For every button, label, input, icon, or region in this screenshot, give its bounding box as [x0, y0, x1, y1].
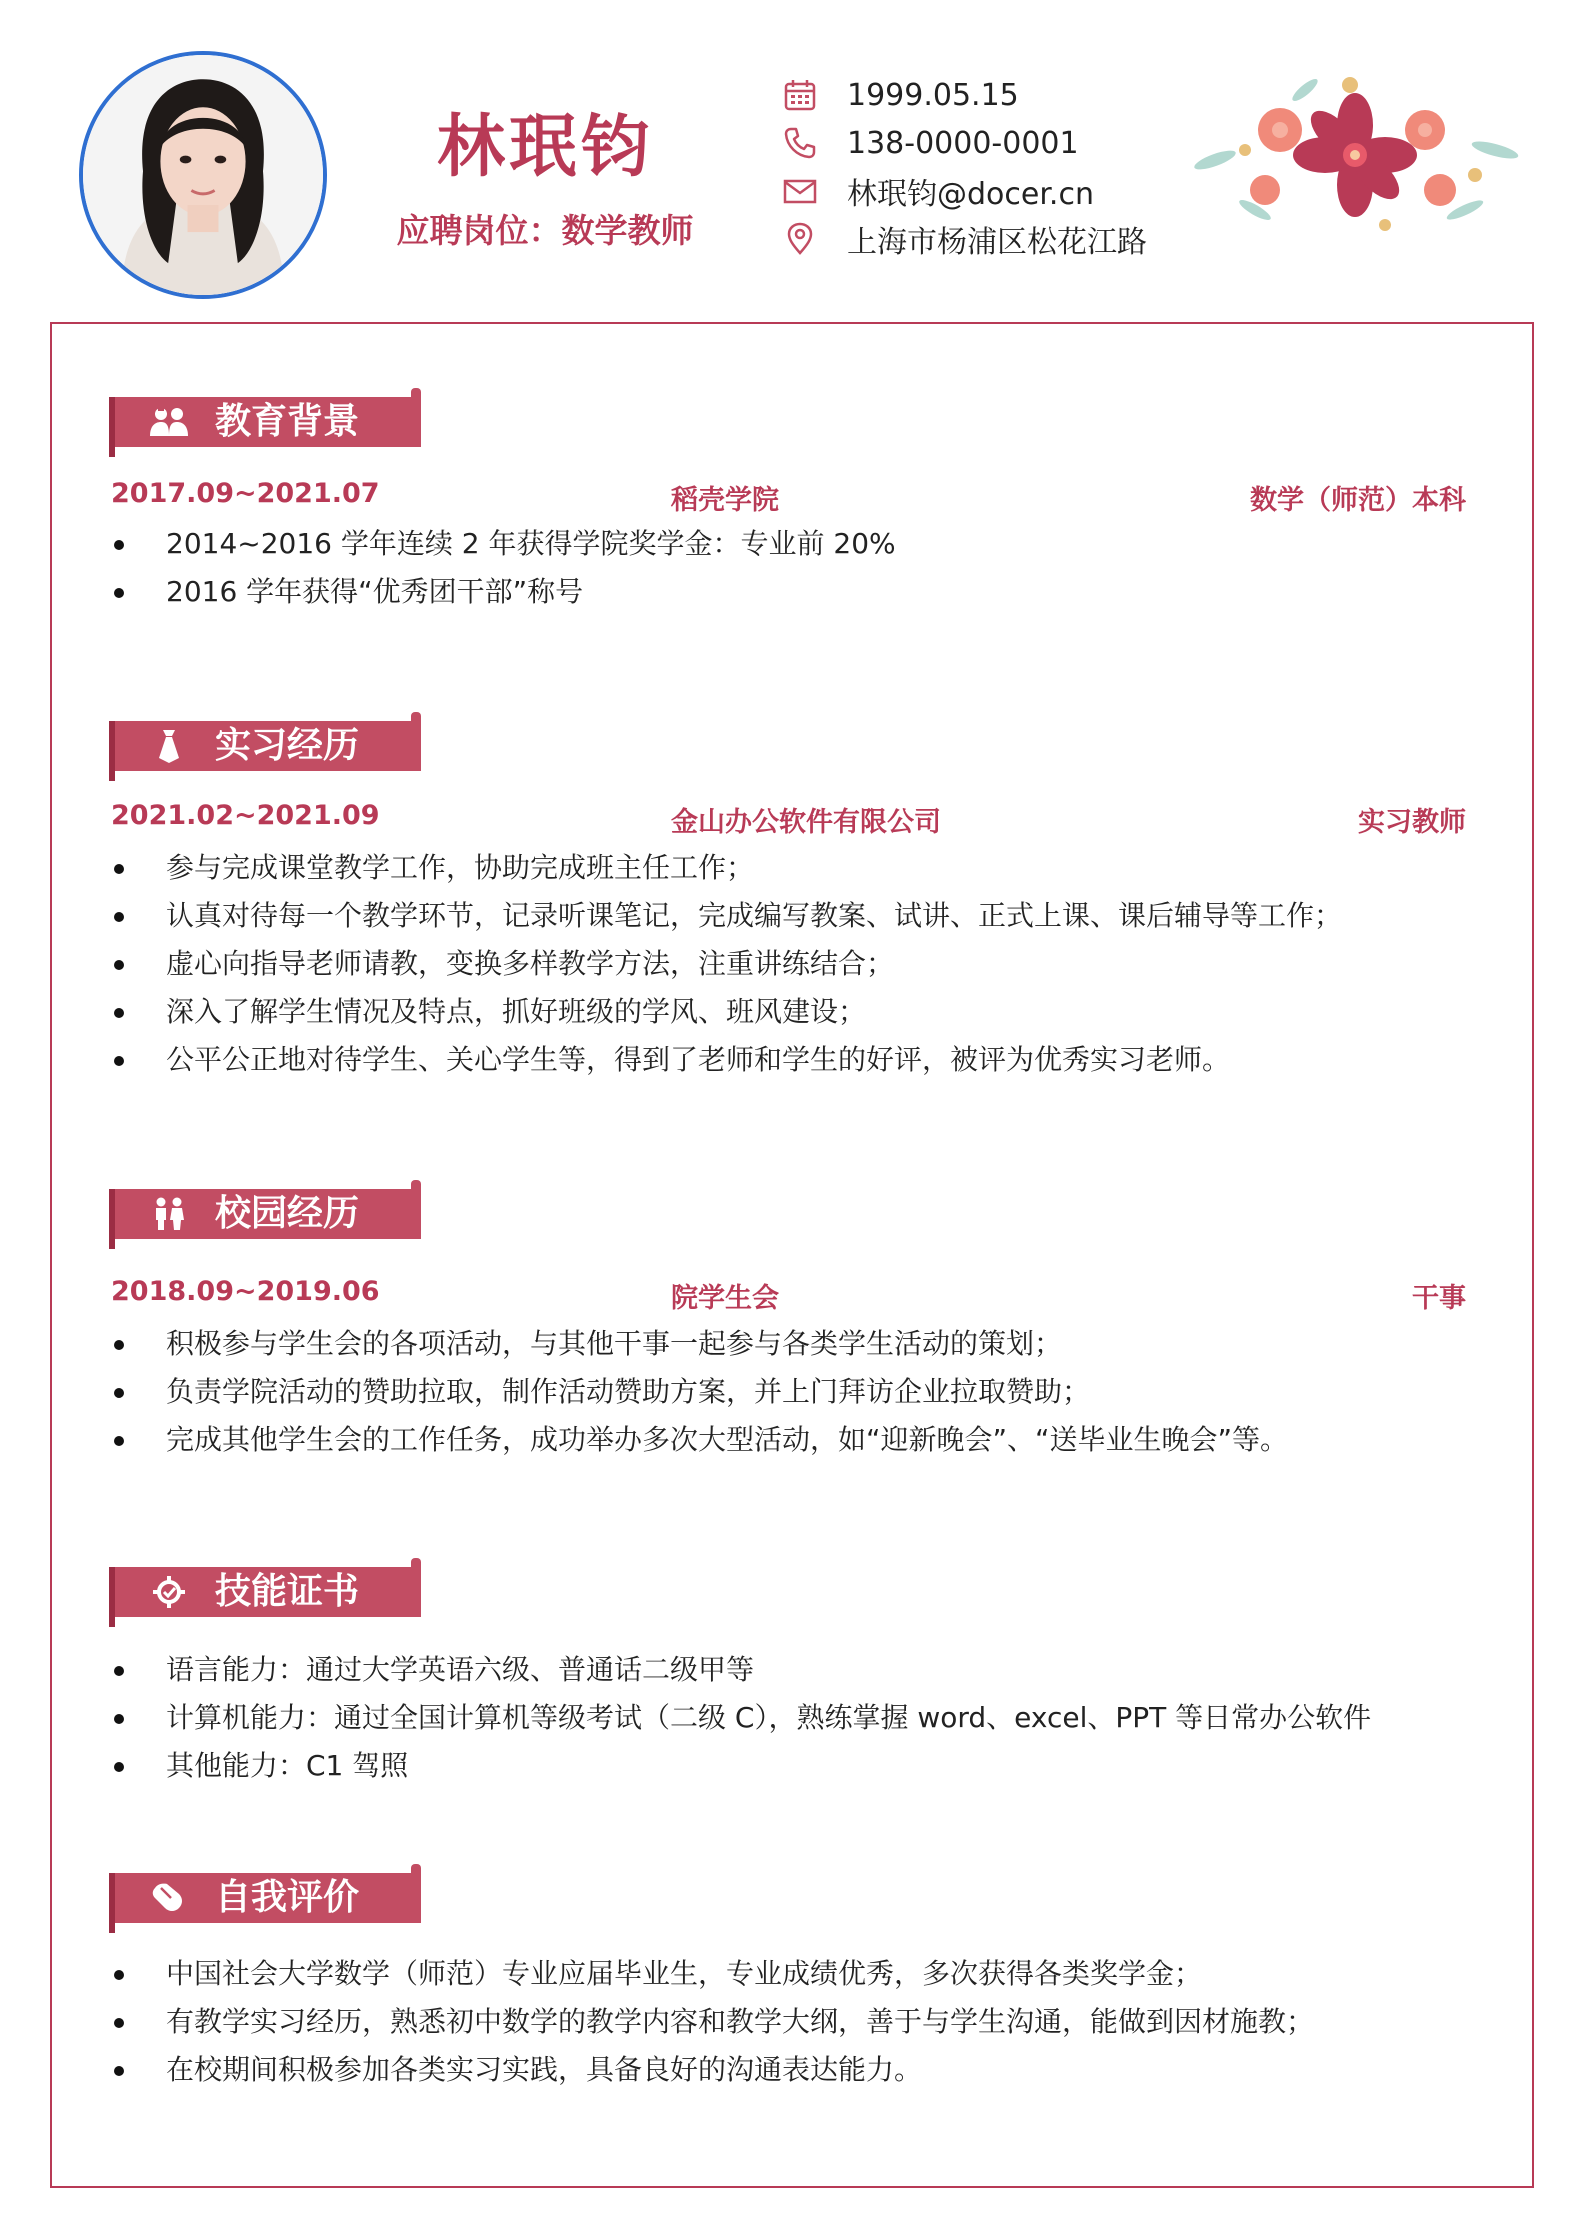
campus-organization: 院学生会: [671, 1283, 779, 1314]
phone-icon: [783, 126, 817, 160]
address-text: 上海市杨浦区松花江路: [847, 225, 1147, 260]
section-title: 校园经历: [215, 1193, 360, 1234]
self-evaluation-list: [111, 1950, 1491, 2094]
necktie-icon: [149, 728, 189, 764]
floral-decoration-icon: [1185, 60, 1525, 250]
internship-role: 实习教师: [1358, 807, 1466, 838]
email-text: 林珉钧@docer.cn: [847, 177, 1094, 212]
contact-address: [783, 219, 1147, 259]
list-item: 2014~2016 学年连续 2 年获得学院奖学金：专业前 20%: [111, 520, 1491, 568]
section-header-skills: [109, 1558, 421, 1628]
birthdate-text: 1999.05.15: [847, 77, 1019, 113]
location-icon: [783, 222, 817, 256]
list-item: 认真对待每一个教学环节，记录听课笔记，完成编写教案、试讲、正式上课、课后辅导等工作；: [111, 892, 1491, 940]
section-header-education: [109, 388, 421, 458]
calendar-icon: [783, 78, 817, 112]
mail-icon: [783, 174, 817, 208]
list-item: 公平公正地对待学生、关心学生等，得到了老师和学生的好评，被评为优秀实习老师。: [111, 1036, 1491, 1084]
list-item: 2016 学年获得“优秀团干部”称号: [111, 568, 1491, 616]
list-item: 深入了解学生情况及特点，抓好班级的学风、班风建设；: [111, 988, 1491, 1036]
phone-text: 138-0000-0001: [847, 125, 1079, 161]
internship-company: 金山办公软件有限公司: [671, 807, 941, 838]
internship-date: 2021.02~2021.09: [111, 800, 380, 831]
contact-phone: [783, 123, 1079, 163]
list-item: 虚心向指导老师请教，变换多样教学方法，注重讲练结合；: [111, 940, 1491, 988]
contact-birthdate: [783, 75, 1019, 115]
education-date: 2017.09~2021.07: [111, 478, 380, 509]
section-title: 实习经历: [215, 725, 360, 766]
list-item: 在校期间积极参加各类实习实践，具备良好的沟通表达能力。: [111, 2046, 1491, 2094]
internship-meta: [111, 800, 1466, 840]
list-item: 有教学实习经历，熟悉初中数学的教学内容和教学大纲，善于与学生沟通，能做到因材施教；: [111, 1998, 1491, 2046]
campus-list: [111, 1320, 1491, 1464]
list-item: 中国社会大学数学（师范）专业应届毕业生，专业成绩优秀，多次获得各类奖学金；: [111, 1950, 1491, 1998]
internship-list: [111, 844, 1491, 1084]
avatar: [79, 51, 327, 299]
students-icon: [149, 404, 189, 440]
list-item: 负责学院活动的赞助拉取，制作活动赞助方案，并上门拜访企业拉取赞助；: [111, 1368, 1491, 1416]
section-title: 教育背景: [215, 401, 360, 442]
candidate-name: 林珉钧: [436, 108, 653, 187]
list-item: 积极参与学生会的各项活动，与其他干事一起参与各类学生活动的策划；: [111, 1320, 1491, 1368]
list-item: 其他能力：C1 驾照: [111, 1742, 1491, 1790]
applied-position: 应聘岗位：数学教师: [396, 211, 694, 250]
portrait-photo: [83, 55, 323, 295]
people-icon: [149, 1196, 189, 1232]
campus-date: 2018.09~2019.06: [111, 1276, 380, 1307]
section-title: 技能证书: [215, 1571, 360, 1612]
campus-role: 干事: [1412, 1283, 1466, 1314]
list-item: 语言能力：通过大学英语六级、普通话二级甲等: [111, 1646, 1491, 1694]
section-title: 自我评价: [215, 1877, 360, 1918]
education-school: 稻壳学院: [671, 485, 779, 516]
education-meta: [111, 478, 1466, 518]
contact-email: [783, 171, 1094, 211]
section-header-campus: [109, 1180, 421, 1250]
education-major: 数学（师范）本科: [1250, 485, 1466, 516]
thumbs-up-icon: [149, 1880, 189, 1916]
gear-check-icon: [149, 1574, 189, 1610]
list-item: 计算机能力：通过全国计算机等级考试（二级 C），熟练掌握 word、excel、PPT 等日常办公软件: [111, 1694, 1491, 1742]
list-item: 参与完成课堂教学工作，协助完成班主任工作；: [111, 844, 1491, 892]
list-item: 完成其他学生会的工作任务，成功举办多次大型活动，如“迎新晚会”、“送毕业生晚会”等。: [111, 1416, 1491, 1464]
section-header-self-evaluation: [109, 1864, 421, 1934]
education-list: [111, 520, 1491, 616]
section-header-internship: [109, 712, 421, 782]
campus-meta: [111, 1276, 1466, 1316]
skills-list: [111, 1646, 1491, 1790]
